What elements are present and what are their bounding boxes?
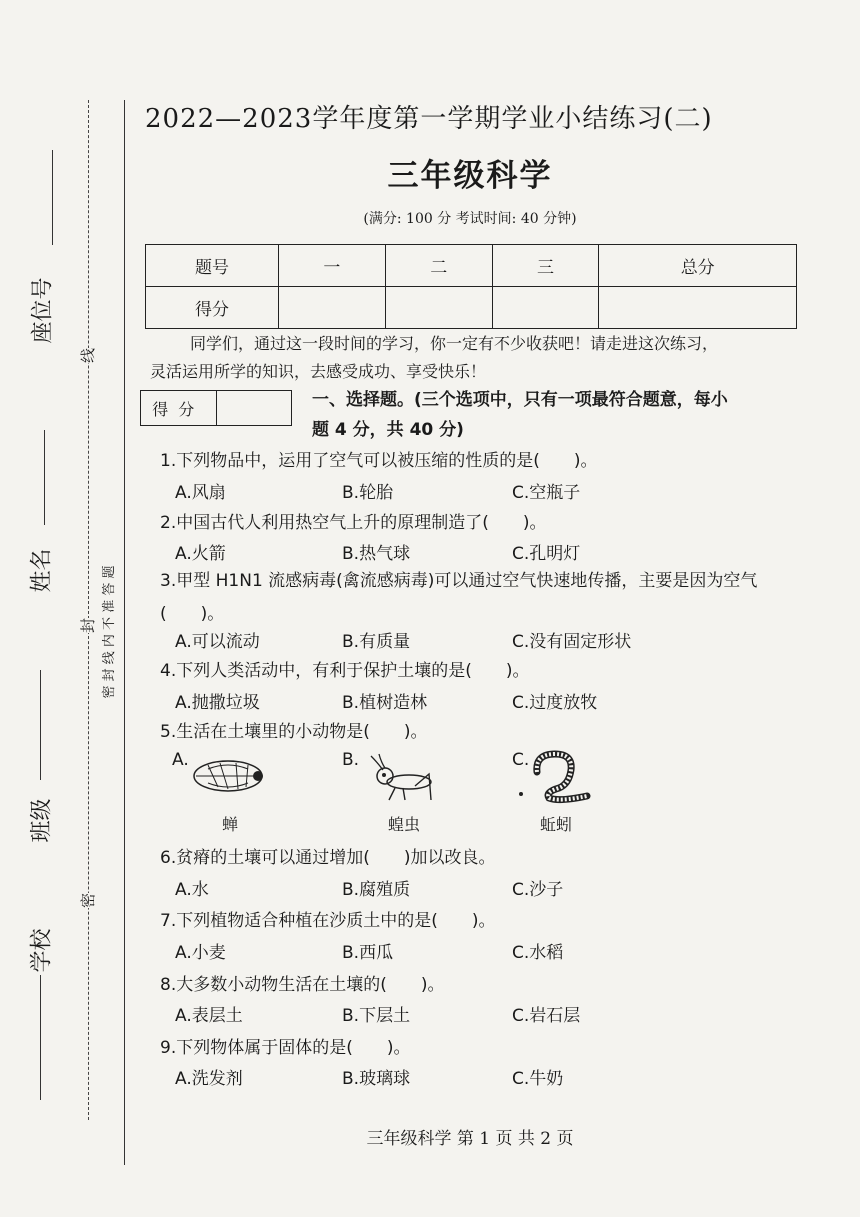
option-8b[interactable]: B.下层土 [342, 1006, 411, 1026]
earthworm-icon [515, 748, 595, 804]
caption-cicada: 蝉 [222, 815, 239, 834]
option-5b[interactable]: B. [342, 750, 360, 770]
option-3a[interactable]: A.可以流动 [175, 632, 260, 652]
option-2a[interactable]: A.火箭 [175, 544, 226, 564]
option-4a[interactable]: A.抛撒垃圾 [175, 693, 260, 713]
table-cell: 题号 [146, 245, 279, 287]
school-blank [40, 975, 41, 1100]
option-2b[interactable]: B.热气球 [342, 544, 411, 564]
table-row [146, 245, 797, 287]
option-6c[interactable]: C.沙子 [512, 880, 564, 900]
subject-title: 三年级科学 [387, 158, 553, 194]
option-7a[interactable]: A.小麦 [175, 943, 226, 963]
option-1a[interactable]: A.风扇 [175, 483, 226, 503]
table-cell: 三 [492, 245, 599, 287]
margin-rule [124, 100, 125, 1165]
option-4c[interactable]: C.过度放牧 [512, 693, 598, 713]
question-3: 3.甲型 H1N1 流感病毒(禽流感病毒)可以通过空气快速地传播，主要是因为空气( )。 [160, 571, 758, 624]
question-5: 5.生活在土壤里的小动物是( )。 [160, 722, 428, 742]
option-8c[interactable]: C.岩石层 [512, 1006, 581, 1026]
question-6: 6.贫瘠的土壤可以通过增加( )加以改良。 [160, 848, 496, 868]
name-blank [44, 430, 45, 525]
option-1b[interactable]: B.轮胎 [342, 483, 394, 503]
option-9a[interactable]: A.洗发剂 [175, 1069, 243, 1089]
option-7c[interactable]: C.水稻 [512, 943, 564, 963]
seal-seal-char: 封 [79, 617, 98, 634]
option-4b[interactable]: B.植树造林 [342, 693, 428, 713]
score-entry[interactable] [385, 287, 492, 329]
page-footer: 三年级科学 第 1 页 共 2 页 [366, 1129, 574, 1149]
option-3c[interactable]: C.没有固定形状 [512, 632, 632, 652]
seat-label: 座位号 [30, 277, 56, 344]
option-6b[interactable]: B.腐殖质 [342, 880, 411, 900]
question-9: 9.下列物体属于固体的是( )。 [160, 1038, 411, 1058]
table-cell: 得分 [146, 287, 279, 329]
score-entry[interactable] [599, 287, 797, 329]
class-label: 班级 [29, 798, 55, 843]
name-label: 姓名 [29, 548, 55, 593]
score-entry[interactable] [492, 287, 599, 329]
question-4: 4.下列人类活动中，有利于保护土壤的是( )。 [160, 661, 530, 681]
table-cell: 总分 [599, 245, 797, 287]
section-score-label: 得分 [141, 391, 217, 425]
seal-dashed-line [88, 100, 89, 1120]
option-7b[interactable]: B.西瓜 [342, 943, 394, 963]
option-1c[interactable]: C.空瓶子 [512, 483, 581, 503]
option-9b[interactable]: B.玻璃球 [342, 1069, 411, 1089]
section-heading-line-2: 题 4 分，共 40 分) [312, 420, 464, 440]
caption-grasshopper: 蝗虫 [388, 815, 421, 834]
section-heading-1 [312, 386, 802, 444]
table-row [146, 287, 797, 329]
option-8a[interactable]: A.表层土 [175, 1006, 243, 1026]
option-5c[interactable]: C. [512, 750, 530, 770]
exam-info: (满分: 100 分 考试时间: 40 分钟) [363, 211, 577, 227]
exam-title: 2022—2023学年度第一学期学业小结练习(二) [145, 104, 713, 134]
option-3b[interactable]: B.有质量 [342, 632, 411, 652]
intro-line-1: 同学们，通过这一段时间的学习，你一定有不少收获吧！请走进这次练习， [190, 334, 719, 353]
section-score-box [140, 390, 292, 426]
score-entry[interactable] [279, 287, 386, 329]
question-2: 2.中国古代人利用热空气上升的原理制造了( )。 [160, 513, 547, 533]
option-2c[interactable]: C.孔明灯 [512, 544, 581, 564]
class-blank [40, 670, 41, 780]
question-1: 1.下列物品中，运用了空气可以被压缩的性质的是( )。 [160, 451, 598, 471]
section-score-entry[interactable] [217, 391, 292, 425]
option-6a[interactable]: A.水 [175, 880, 209, 900]
grasshopper-icon [365, 752, 437, 804]
no-answer-warning: 密 封 线 内 不 准 答 题 [102, 565, 117, 699]
school-label: 学校 [29, 928, 55, 973]
seal-line-char: 线 [79, 347, 98, 364]
question-8: 8.大多数小动物生活在土壤的( )。 [160, 975, 445, 995]
caption-earthworm: 蚯蚓 [540, 815, 573, 834]
section-heading-line-1: 一、选择题。(三个选项中，只有一项最符合题意，每小 [312, 390, 728, 410]
score-table [145, 244, 797, 329]
seal-secret-char: 密 [79, 892, 98, 909]
cicada-icon [188, 755, 268, 797]
table-cell: 一 [279, 245, 386, 287]
question-7: 7.下列植物适合种植在沙质土中的是( )。 [160, 911, 496, 931]
intro-line-2: 灵活运用所学的知识，去感受成功、享受快乐！ [150, 362, 487, 381]
table-cell: 二 [385, 245, 492, 287]
option-9c[interactable]: C.牛奶 [512, 1069, 564, 1089]
option-5a[interactable]: A. [172, 750, 189, 770]
